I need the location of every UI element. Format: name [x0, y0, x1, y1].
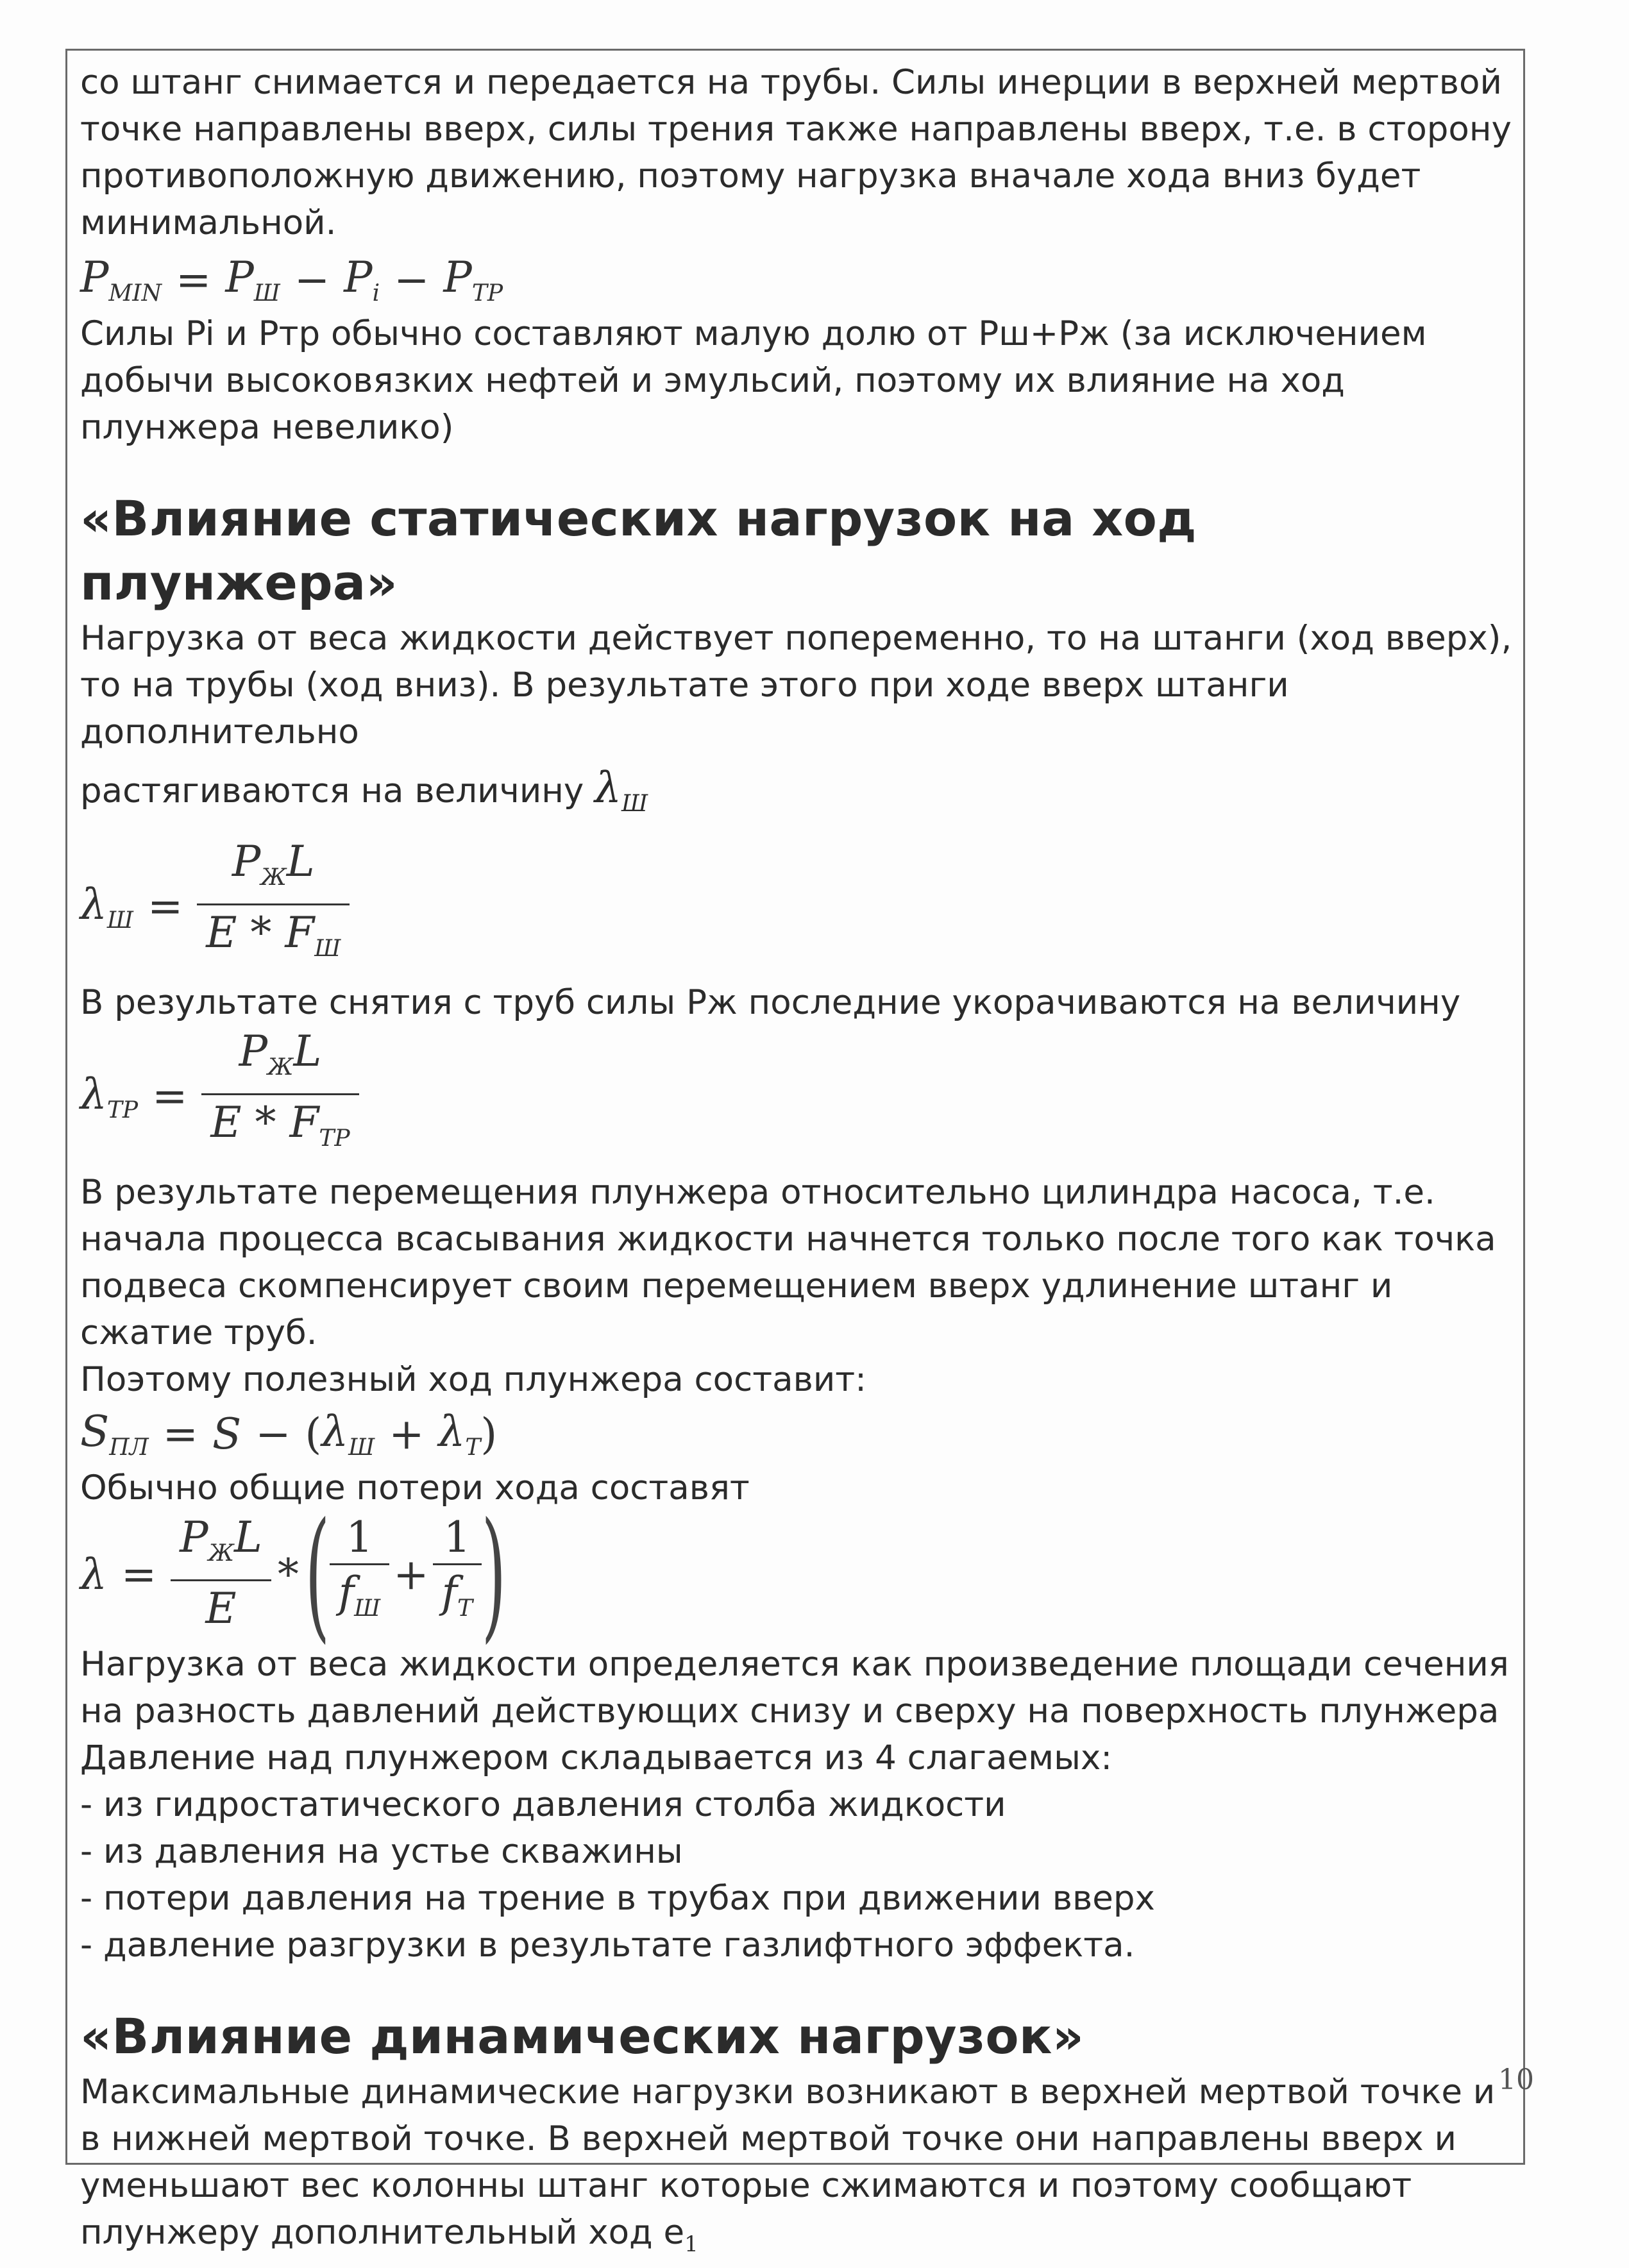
list-item: - из давления на устье скважины	[80, 1832, 683, 1871]
paragraph-tubes-shorten: В результате снятия с труб силы Рж последние укорачиваются на величину	[80, 983, 1461, 1022]
fraction-one-over-fsh: $\frac{1}{f_Ш}$	[330, 1512, 390, 1636]
paragraph-fluid-weight: Нагрузка от веса жидкости определяется как произведение площади сечения на разность давлений действующих снизу и сверху на поверхность плунжера	[80, 1645, 1509, 1731]
heading-dynamic-loads: «Влияние динамических нагрузок»	[80, 2008, 1085, 2065]
lambda-sh-symbol: $\lambda_Ш$	[595, 763, 648, 817]
paragraph-total-loss: Обычно общие потери хода составят	[80, 1468, 750, 1508]
fraction-lambda-sh: $\frac{P_ЖL}{E * F_Ш}$	[197, 836, 350, 977]
page-number: 10	[1498, 2063, 1534, 2096]
paragraph-plunger-movement: В результате перемещения плунжера относительно цилиндра насоса, т.е. начала процесса всасывания жидкости начнется только после того как точка подвеса скомпенсирует своим перемещением вверх удлинение штанг и сжатие труб.	[80, 1173, 1496, 1352]
formula-s-pl: $S_{ПЛ}$ = S − ( $\lambda_Ш$ + $\lambda_T$ )	[80, 1407, 498, 1461]
list-item: - потери давления на трение в трубах при движении вверх	[80, 1879, 1155, 1918]
list-item: - давление разгрузки в результате газлифтного эффекта.	[80, 1926, 1135, 1965]
formula-lambda-sh: $\lambda_Ш$ = $\frac{P_ЖL}{E * F_Ш}$	[80, 836, 1514, 977]
paragraph-inertia: со штанг снимается и передается на трубы. Силы инерции в верхней мертвой точке направлены вверх, силы трения также направлены вверх, т.е. в сторону противоположную движению, поэтому нагрузка вначале хода вниз будет минимальной.	[80, 63, 1512, 242]
document-body	[80, 59, 1514, 2268]
paragraph-pressure-terms: Давление над плунжером складывается из 4 слагаемых:	[80, 1738, 1113, 1777]
heading-static-loads: «Влияние статических нагрузок на ход плунжера»	[80, 490, 1197, 611]
paragraph-useful-stroke: Поэтому полезный ход плунжера составит:	[80, 1360, 867, 1399]
paragraph-stretch: растягиваются на величину $\lambda_Ш$	[80, 763, 648, 817]
fraction-lambda-tp: $\frac{P_ЖL}{E * F_{TP}}$	[201, 1026, 359, 1166]
paragraph-dynamic-loads: Максимальные динамические нагрузки возникают в верхней мертвой точке и в нижней мертвой точке. В верхней мертвой точке они направлены вверх и уменьшают вес колонны штанг которые сжимаются и поэтому сообщают плунжеру дополнительный ход $e_1$	[80, 2072, 1496, 2257]
formula-lambda-tp: $\lambda_{TP}$ = $\frac{P_ЖL}{E * F_{TP}}$	[80, 1026, 1514, 1166]
formula-p-min: $P_{MIN}$ = $P_Ш$ − $P_i$ − $P_{TP}$	[80, 253, 503, 307]
list-item: - из гидростатического давления столба жидкости	[80, 1785, 1006, 1824]
paragraph-forces-share: Силы Pi и Ртр обычно составляют малую долю от Рш+Рж (за исключением добычи высоковязких нефтей и эмульсий, поэтому их влияние на ход плунжера невелико)	[80, 314, 1427, 447]
paragraph-static-intro: Нагрузка от веса жидкости действует попеременно, то на штанги (ход вверх), то на трубы (ход вниз). В результате этого при ходе вверх штанги дополнительно	[80, 619, 1512, 752]
formula-p-min-lhs: $P_{MIN}$	[80, 253, 162, 307]
formula-lambda-total: λ = $\frac{P_ЖL}{E}$ * ( $\frac{1}{f_Ш}$ + $\frac{1}{f_T}$ )	[80, 1492, 507, 1656]
fraction-pl-over-e: $\frac{P_ЖL}{E}$	[171, 1512, 271, 1636]
fraction-one-over-ft: $\frac{1}{f_T}$	[433, 1512, 482, 1636]
